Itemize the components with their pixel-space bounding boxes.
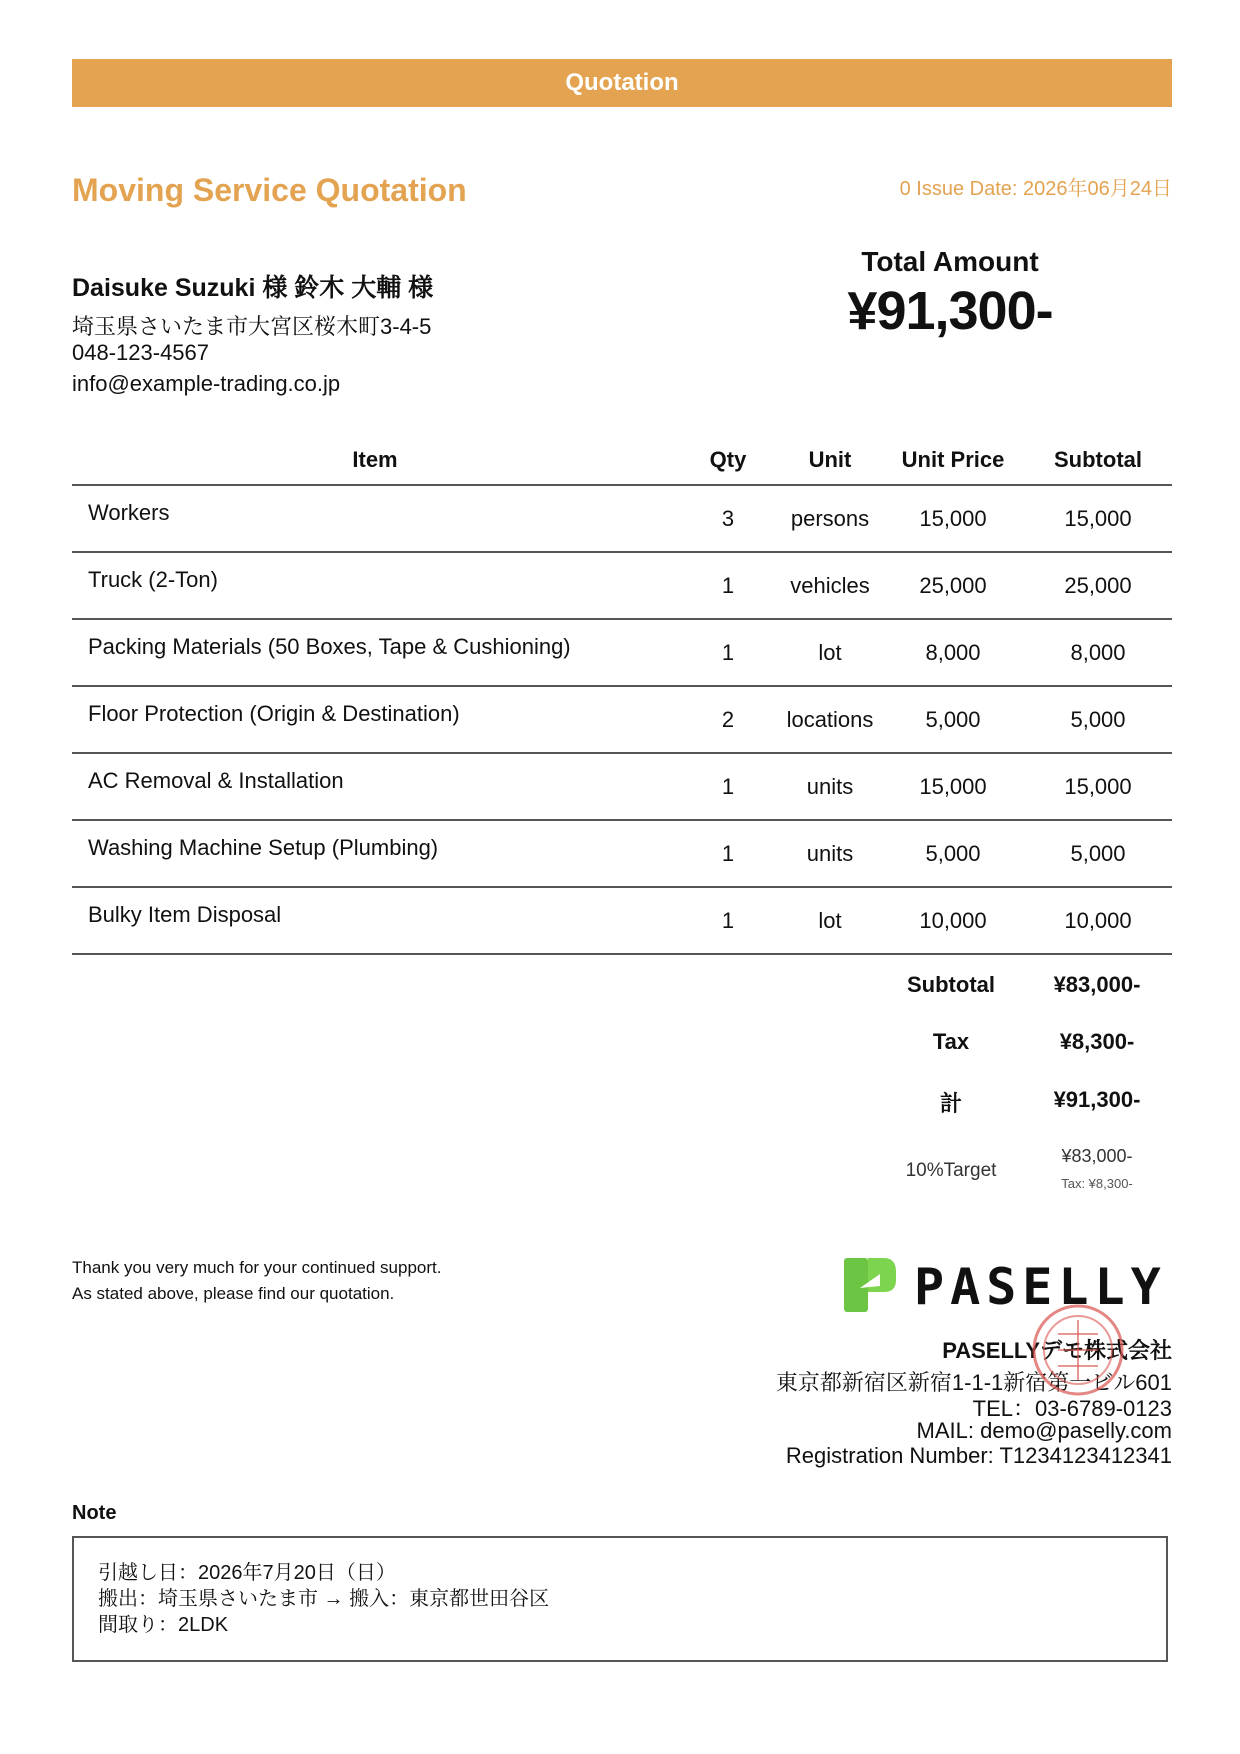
subtotal-value: ¥83,000- [1053, 972, 1141, 997]
logo-wordmark: PASELLY [914, 1258, 1167, 1316]
subtotal-cell: 25,000 [1024, 552, 1172, 619]
unit-price-cell: 5,000 [882, 820, 1024, 887]
unit-price-cell: 8,000 [882, 619, 1024, 686]
total-amount-label: Total Amount [861, 246, 1039, 277]
item-cell: Packing Materials (50 Boxes, Tape & Cushioning) [72, 619, 678, 686]
unit-price-cell: 15,000 [882, 485, 1024, 552]
qty-cell: 3 [678, 485, 778, 552]
header-subtotal: Subtotal [1024, 436, 1172, 485]
unit-cell: units [778, 820, 882, 887]
company-address: 東京都新宿区新宿1-1-1新宿第一ビル601 [775, 1370, 1172, 1395]
thanks-line-1: Thank you very much for your continued support. [72, 1258, 442, 1277]
document-banner [72, 59, 1172, 107]
unit-cell: vehicles [778, 552, 882, 619]
unit-price-cell: 15,000 [882, 753, 1024, 820]
tax-target-amount: ¥83,000- [1061, 1146, 1133, 1166]
unit-cell: locations [778, 686, 882, 753]
subtotal-cell: 5,000 [1024, 686, 1172, 753]
company-tel: TEL：03-6789-0123 [972, 1396, 1172, 1421]
company-name: PASELLYデモ株式会社 [942, 1338, 1172, 1363]
table-header-row [72, 436, 1172, 485]
header-item: Item [72, 436, 678, 485]
header-qty: Qty [678, 436, 778, 485]
table-row [72, 552, 1172, 619]
item-cell: Truck (2-Ton) [72, 552, 678, 619]
tax-target-label: 10%Target [905, 1160, 997, 1181]
total-amount-value: ¥91,300- [847, 281, 1053, 341]
header-unit-price: Unit Price [882, 436, 1024, 485]
subtotal-cell: 10,000 [1024, 887, 1172, 954]
items-table [72, 436, 1172, 955]
unit-price-cell: 10,000 [882, 887, 1024, 954]
item-cell: AC Removal & Installation [72, 753, 678, 820]
subtotal-cell: 15,000 [1024, 485, 1172, 552]
qty-cell: 1 [678, 552, 778, 619]
item-cell: Workers [72, 485, 678, 552]
qty-cell: 2 [678, 686, 778, 753]
note-label: Note [72, 1502, 117, 1524]
unit-price-cell: 5,000 [882, 686, 1024, 753]
header-unit: Unit [778, 436, 882, 485]
table-row [72, 485, 1172, 552]
table-row [72, 753, 1172, 820]
item-cell: Washing Machine Setup (Plumbing) [72, 820, 678, 887]
thanks-line-2: As stated above, please find our quotation. [72, 1284, 395, 1303]
subtotal-label: Subtotal [907, 972, 995, 997]
qty-cell: 1 [678, 619, 778, 686]
client-email: info@example-trading.co.jp [72, 371, 341, 396]
unit-cell: lot [778, 887, 882, 954]
note-line-3: 間取り：2LDK [98, 1614, 229, 1636]
table-row [72, 686, 1172, 753]
subtotal-cell: 15,000 [1024, 753, 1172, 820]
note-box [72, 1536, 1168, 1662]
item-cell: Bulky Item Disposal [72, 887, 678, 954]
company-mail: MAIL: demo@paselly.com [916, 1418, 1172, 1443]
qty-cell: 1 [678, 753, 778, 820]
client-phone: 048-123-4567 [72, 340, 210, 365]
tax-label: Tax [932, 1029, 970, 1054]
unit-cell: units [778, 753, 882, 820]
table-row [72, 820, 1172, 887]
summary-subtotal-row [880, 972, 1172, 998]
issue-date: 0 Issue Date: 2026年06月24日 [899, 178, 1172, 200]
subtotal-cell: 8,000 [1024, 619, 1172, 686]
table-row [72, 887, 1172, 954]
table-row [72, 619, 1172, 686]
document-title: Moving Service Quotation [72, 172, 467, 208]
summary-tax-row [880, 1029, 1172, 1055]
qty-cell: 1 [678, 887, 778, 954]
client-name: Daisuke Suzuki 様 鈴木 大輔 様 [72, 274, 434, 302]
company-registration: Registration Number: T1234123412341 [785, 1443, 1172, 1468]
unit-price-cell: 25,000 [882, 552, 1024, 619]
company-seal-icon [1028, 1300, 1128, 1400]
grand-total-label: 計 [939, 1091, 962, 1116]
client-address: 埼玉県さいたま市大宮区桜木町3-4-5 [72, 314, 432, 339]
unit-cell: persons [778, 485, 882, 552]
item-cell: Floor Protection (Origin & Destination) [72, 686, 678, 753]
note-line-2: 搬出：埼玉県さいたま市 → 搬入：東京都世田谷区 [98, 1588, 550, 1610]
summary-total-row [880, 1087, 1172, 1118]
grand-total-value: ¥91,300- [1053, 1087, 1141, 1112]
unit-cell: lot [778, 619, 882, 686]
tax-value: ¥8,300- [1059, 1029, 1135, 1054]
total-amount-block [780, 246, 1120, 342]
qty-cell: 1 [678, 820, 778, 887]
banner-title: Quotation [565, 69, 679, 96]
subtotal-cell: 5,000 [1024, 820, 1172, 887]
tax-target-tax: Tax: ¥8,300- [1061, 1176, 1133, 1191]
note-line-1: 引越し日：2026年7月20日（日） [98, 1562, 396, 1584]
